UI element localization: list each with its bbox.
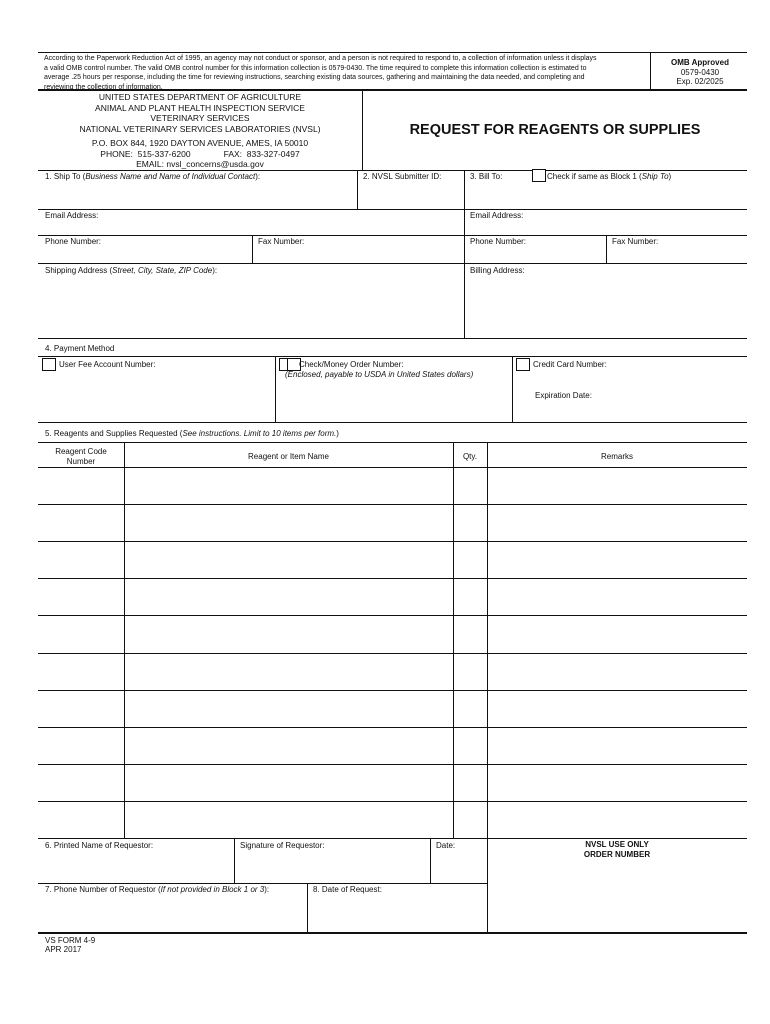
- agency-line: NATIONAL VETERINARY SERVICES LABORATORIES (NVSL): [79, 123, 321, 134]
- block4-top: [38, 338, 747, 339]
- agency-info: [38, 92, 362, 170]
- table-row-divider: [38, 615, 747, 616]
- qty-input[interactable]: [455, 656, 489, 687]
- qty-input[interactable]: [455, 804, 489, 835]
- nvsl-use-only-label: NVSL USE ONLY ORDER NUMBER: [583, 840, 651, 859]
- reagent-name-input[interactable]: [126, 804, 455, 835]
- divider: [38, 356, 747, 357]
- remarks-input[interactable]: [489, 544, 749, 575]
- remarks-input[interactable]: [489, 693, 749, 724]
- ship-phone-label: Phone Number:: [45, 237, 102, 246]
- paperwork-notice-line: average .25 hours per response, including the time for reviewing instructions, searching existing data sources, gathering and maintaining the data needed, and completing and: [44, 74, 585, 81]
- user-fee-label: User Fee Account Number:: [59, 360, 156, 369]
- ship-email-label: Email Address:: [45, 211, 99, 220]
- same-as-block1-checkbox[interactable]: [532, 169, 546, 182]
- reagent-name-input[interactable]: [126, 730, 455, 761]
- bill-email-label: Email Address:: [470, 211, 524, 220]
- divider: [512, 356, 513, 422]
- divider: [38, 235, 747, 236]
- bill-phone-label: Phone Number:: [470, 237, 527, 246]
- nvsl-submitter-id-label: 2. NVSL Submitter ID:: [363, 172, 442, 181]
- qty-input[interactable]: [455, 507, 489, 538]
- ship-phone-input[interactable]: [44, 248, 253, 262]
- divider: [38, 883, 487, 884]
- reagent-code-input[interactable]: [40, 767, 126, 798]
- reagent-code-input[interactable]: [40, 618, 126, 649]
- agency-address: P.O. BOX 844, 1920 DAYTON AVENUE, AMES, IA 50010: [91, 138, 309, 148]
- table-row-divider: [38, 504, 747, 505]
- table-row-divider: [38, 801, 747, 802]
- top-border: [38, 52, 747, 53]
- remarks-input[interactable]: [489, 804, 749, 835]
- billing-address-label: Billing Address:: [470, 266, 525, 275]
- reagent-name-input[interactable]: [126, 656, 455, 687]
- reagent-name-input[interactable]: [126, 693, 455, 724]
- header-divider: [38, 89, 747, 91]
- table-row-divider: [38, 653, 747, 654]
- block5-top: [38, 422, 747, 423]
- agency-phone-fax: PHONE: 515-337-6200 FAX: 833-327-0497: [100, 148, 300, 159]
- divider: [38, 209, 747, 210]
- bill-to-input[interactable]: [468, 184, 748, 206]
- bill-fax-label: Fax Number:: [612, 237, 659, 246]
- paperwork-notice: [44, 54, 597, 92]
- credit-card-input[interactable]: [518, 372, 748, 386]
- bill-phone-input[interactable]: [468, 248, 607, 262]
- shipping-address-input[interactable]: [44, 280, 464, 334]
- reagents-label: 5. Reagents and Supplies Requested (See instructions. Limit to 10 items per form.): [45, 429, 339, 438]
- reagent-name-input[interactable]: [126, 507, 455, 538]
- omb-number: 0579-0430: [680, 68, 720, 77]
- ship-fax-label: Fax Number:: [258, 237, 305, 246]
- divider: [430, 838, 431, 883]
- remarks-input[interactable]: [489, 730, 749, 761]
- table-row-divider: [38, 578, 747, 579]
- paperwork-notice-line: reviewing the collection of information.: [44, 83, 163, 91]
- omb-divider: [650, 52, 651, 90]
- reagent-code-input[interactable]: [40, 656, 126, 687]
- bill-email-input[interactable]: [468, 221, 748, 234]
- paperwork-notice-line: According to the Paperwork Reduction Act of 1995, an agency may not conduct or sponsor, and a person is not required to respond to, a collection of information unless it displays: [44, 55, 597, 62]
- table-row-divider: [38, 467, 747, 468]
- qty-input[interactable]: [455, 767, 489, 798]
- printed-name-input[interactable]: [44, 854, 234, 880]
- user-fee-input[interactable]: [44, 374, 274, 418]
- divider: [234, 838, 235, 883]
- check-money-label: Check/Money Order Number:: [299, 360, 404, 369]
- block6-top: [38, 838, 747, 839]
- signature-input[interactable]: [238, 854, 430, 880]
- qty-input[interactable]: [455, 544, 489, 575]
- reagent-code-input[interactable]: [40, 581, 126, 612]
- order-number-input[interactable]: [491, 866, 747, 928]
- divider: [307, 883, 308, 933]
- remarks-input[interactable]: [489, 507, 749, 538]
- omb-expiration: Exp. 02/2025: [676, 77, 724, 86]
- agency-email: EMAIL: nvsl_concerns@usda.gov: [136, 159, 264, 169]
- table-row-divider: [38, 764, 747, 765]
- col-reagent-code-header: Reagent Code Number: [55, 447, 107, 466]
- credit-card-checkbox[interactable]: [516, 358, 530, 371]
- credit-card-label: Credit Card Number:: [533, 360, 607, 369]
- check-money-input[interactable]: [281, 384, 511, 418]
- remarks-input[interactable]: [489, 656, 749, 687]
- bottom-border: [38, 932, 747, 934]
- expiration-date-label: Expiration Date:: [535, 391, 592, 400]
- remarks-input[interactable]: [489, 767, 749, 798]
- reagent-code-input[interactable]: [40, 470, 126, 501]
- date-label: Date:: [436, 841, 456, 850]
- col-remarks-header: Remarks: [600, 452, 633, 461]
- reagent-name-input[interactable]: [126, 618, 455, 649]
- reagent-name-input[interactable]: [126, 470, 455, 501]
- divider: [38, 263, 747, 264]
- block1-top: [38, 170, 747, 171]
- reagent-code-input[interactable]: [40, 804, 126, 835]
- agency-line: ANIMAL AND PLANT HEALTH INSPECTION SERVICE: [95, 102, 305, 113]
- requestor-phone-label: 7. Phone Number of Requestor (If not provided in Block 1 or 3):: [45, 885, 270, 894]
- check-money-note: (Enclosed, payable to USDA in United States dollars): [285, 370, 474, 379]
- col-reagent-name-header: Reagent or Item Name: [248, 452, 329, 461]
- form-number: VS FORM 4-9: [45, 936, 96, 945]
- shipping-address-label: Shipping Address (Street, City, State, ZIP Code):: [45, 266, 218, 275]
- date-input[interactable]: [434, 854, 488, 880]
- omb-approved-label: OMB Approved: [671, 58, 729, 67]
- remarks-input[interactable]: [489, 581, 749, 612]
- qty-input[interactable]: [455, 730, 489, 761]
- col-qty-header: Qty.: [462, 452, 478, 461]
- ship-fax-input[interactable]: [256, 248, 465, 262]
- reagent-name-input[interactable]: [126, 581, 455, 612]
- remarks-input[interactable]: [489, 618, 749, 649]
- signature-label: Signature of Requestor:: [240, 841, 325, 850]
- same-as-block1-label: Check if same as Block 1 (Ship To): [547, 172, 672, 181]
- nvsl-submitter-id-input[interactable]: [361, 184, 465, 206]
- form-title: REQUEST FOR REAGENTS OR SUPPLIES: [409, 122, 701, 138]
- reagent-name-input[interactable]: [126, 767, 455, 798]
- paperwork-notice-line: a valid OMB control number. The valid OMB control number for this information collection is 0579-0430. The time required to complete this information collection is estimated to: [44, 64, 587, 72]
- table-row-divider: [38, 727, 747, 728]
- bill-to-label: 3. Bill To:: [470, 172, 503, 181]
- qty-input[interactable]: [455, 618, 489, 649]
- requestor-phone-input[interactable]: [44, 898, 307, 928]
- expiration-date-input[interactable]: [600, 390, 748, 402]
- qty-input[interactable]: [455, 693, 489, 724]
- remarks-input[interactable]: [489, 470, 749, 501]
- qty-input[interactable]: [455, 581, 489, 612]
- reagent-code-input[interactable]: [40, 544, 126, 575]
- table-row-divider: [38, 541, 747, 542]
- divider: [357, 170, 358, 210]
- reagent-code-input[interactable]: [40, 693, 126, 724]
- ship-to-label: 1. Ship To (Business Name and Name of Individual Contact):: [45, 172, 261, 181]
- form-date: APR 2017: [45, 945, 82, 954]
- table-top: [38, 442, 747, 443]
- reagent-name-input[interactable]: [126, 544, 455, 575]
- bill-fax-input[interactable]: [610, 248, 748, 262]
- user-fee-checkbox[interactable]: [42, 358, 56, 371]
- printed-name-label: 6. Printed Name of Requestor:: [45, 841, 154, 850]
- ship-to-input[interactable]: [44, 184, 358, 206]
- ship-email-input[interactable]: [44, 221, 464, 234]
- date-of-request-input[interactable]: [311, 898, 487, 928]
- reagent-code-input[interactable]: [40, 730, 126, 761]
- reagent-code-input[interactable]: [40, 507, 126, 538]
- divider: [275, 356, 276, 422]
- agency-line: VETERINARY SERVICES: [150, 113, 250, 123]
- date-of-request-label: 8. Date of Request:: [313, 885, 382, 894]
- qty-input[interactable]: [455, 470, 489, 501]
- payment-method-label: 4. Payment Method: [45, 344, 115, 353]
- agency-line: UNITED STATES DEPARTMENT OF AGRICULTURE: [98, 92, 302, 102]
- table-row-divider: [38, 690, 747, 691]
- billing-address-input[interactable]: [468, 280, 748, 334]
